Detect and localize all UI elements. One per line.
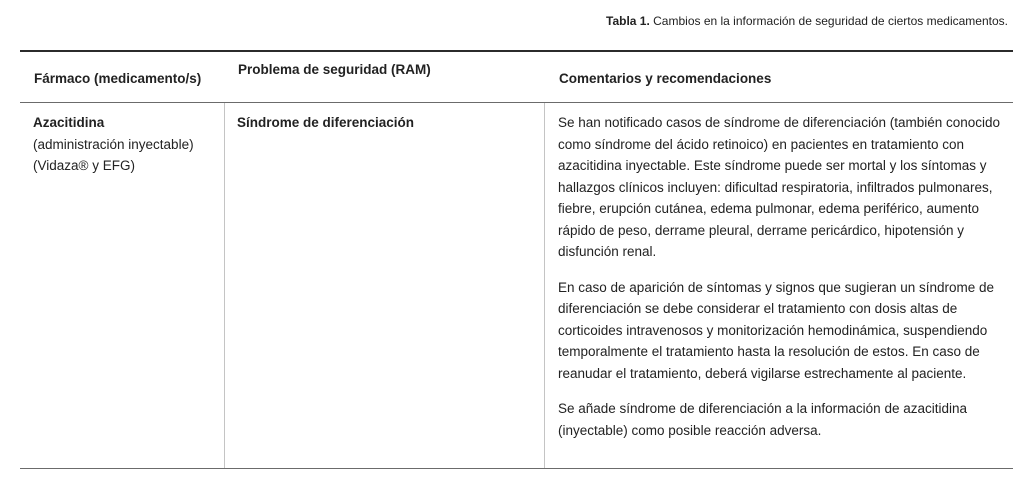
caption-text: Cambios en la información de seguridad de ciertos medicamentos.	[653, 14, 1008, 28]
drug-brands: (Vidaza® y EFG)	[33, 158, 135, 173]
comment-paragraph: En caso de aparición de síntomas y signos que sugieran un síndrome de diferenciación se debe considerar el tratamiento con dosis altas de corticoides intravenosos y monitorización hemodinámica, suspendiendo temporalmente el tratamiento hasta la resolución de estos. En caso de reanudar el tratamiento, deberá vigilarse estrechamente al paciente.	[558, 279, 995, 381]
caption-label: Tabla 1.	[606, 14, 650, 28]
header-comments: Comentarios y recomendaciones	[559, 71, 772, 86]
drug-name: Azacitidina	[33, 115, 105, 130]
safety-problem: Síndrome de diferenciación	[237, 115, 415, 130]
problem-cell	[225, 103, 545, 468]
header-drug: Fármaco (medicamento/s)	[34, 71, 202, 86]
comment-paragraph: Se añade síndrome de diferenciación a la información de azacitidina (inyectable) como posible reacción adversa.	[558, 401, 968, 438]
table-caption	[606, 13, 1008, 29]
drug-cell	[20, 103, 225, 468]
table-row	[20, 103, 1013, 468]
comments-cell	[545, 103, 1013, 468]
table-bottom-rule	[20, 468, 1013, 469]
header-problem: Problema de seguridad (RAM)	[238, 62, 431, 77]
drug-route: (administración inyectable)	[33, 136, 194, 152]
comment-paragraph: Se han notificado casos de síndrome de diferenciación (también conocido como síndrome del ácido retinoico) en pacientes en tratamiento con azacitidina inyectable. Este síndrome puede ser mortal y los síntomas y hallazgos clínicos incluyen: dificultad respiratoria, infiltrados pulmonares, fiebre, erupción cutánea, edema pulmonar, edema periférico, aumento rápido de peso, derrame pleural, derrame pericárdico, hipotensión y disfunción renal.	[558, 115, 1001, 259]
table-header-row	[20, 52, 1013, 102]
safety-table	[20, 50, 1013, 469]
